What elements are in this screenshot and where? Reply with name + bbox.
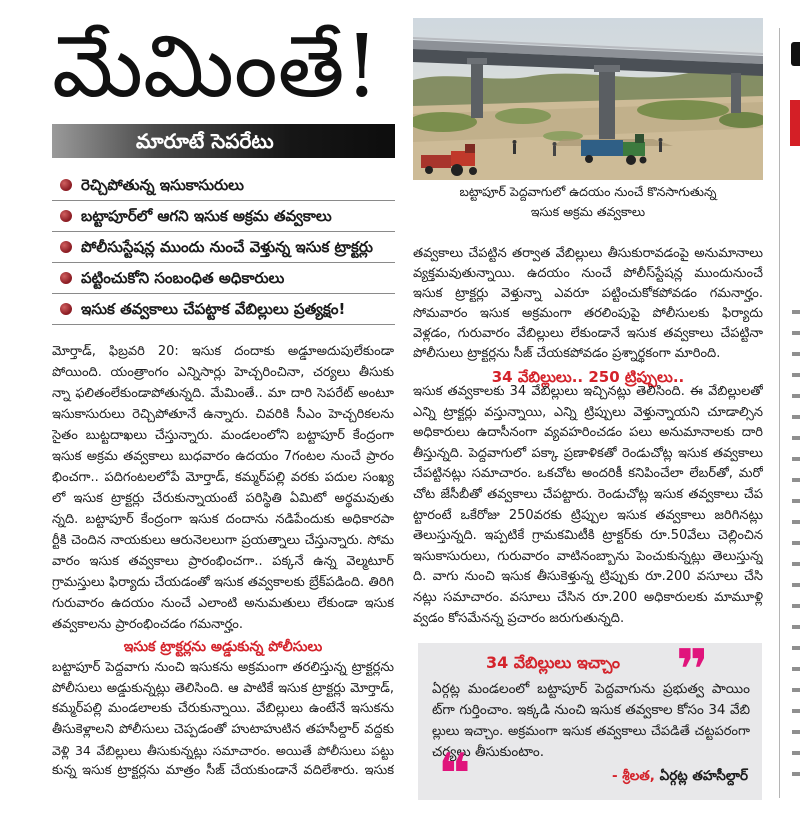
banner-text: మారూటే సెపరేటు [136, 129, 274, 153]
body-line: ఇసుకాసురులు, గురువారం వాటినంబ్బాను పెంచుకున్నట్లు తెలుస్తున్న [413, 548, 763, 564]
bullet-icon [60, 272, 72, 284]
body-line: సైతం బుట్టదాఖలు చేస్తున్నారు. మండలంలోని బట్టాపూర్ కేంద్రంగా [52, 428, 394, 443]
bullet-icon [60, 303, 72, 315]
body-line: బట్టాపూర్ పెద్దవాగు నుంచి ఇసుకను అక్రమంగా తరలిస్తున్న ట్రాక్టర్లను [52, 660, 394, 675]
article-paragraph [413, 382, 763, 629]
highlight-item [52, 263, 395, 294]
body-line: వ్యక్తమవుతున్నాయి. ఉదయం నుంచే పోలీస్‌స్టేషన్ల ముందునుంచే [413, 266, 763, 281]
body-line: ఇసుక తవ్వకాలకు 34 వేబిల్లులు ఇచ్చినట్లు తెలిసింది. ఈ వేబిల్లులతో [413, 384, 763, 399]
highlight-item [52, 170, 395, 201]
highlight-item [52, 232, 395, 263]
quote-title: 34 వేబిల్లులు ఇచ్చాం [485, 653, 621, 672]
article-paragraph [52, 341, 394, 635]
body-line: ఇసుకాసురులు రెచ్చిపోతూనే ఉన్నారు. చివరికి సీఎం హెచ్చరికలను [52, 407, 394, 422]
highlights-list [52, 170, 395, 325]
body-line: పోలీసులు ట్రాక్టర్లను సీజ్ చేయకపోవడం ప్రశ్నార్థకంగా మారింది. [413, 346, 721, 361]
news-photo [413, 18, 763, 180]
photo-caption [413, 182, 763, 222]
body-line: తెలుస్తున్నది. ఇప్పటికే గ్రామకమిటీకి ట్రాక్టర్‌కు రూ.50వేలు చెల్లించిన [413, 528, 763, 544]
section-subheading: 34 వేబిల్లులు.. 250 ట్రిప్పులు.. [491, 368, 685, 386]
body-line: లో ఇసుక ట్రాక్టర్లు చేరుకున్నాయంటే పరిస్థితి ఏమిటో అర్థమవుతు [52, 491, 394, 506]
photo-caption-line: బట్టాపూర్ పెద్దవాగులో ఉదయం నుంచే కొనసాగుతున్న [459, 184, 717, 199]
body-line: కున్న ఇసుక ట్రాక్టర్లను మాత్రం సీజ్ చేయకుండానే వదిలేశారు. ఇసుక [52, 763, 394, 779]
body-line: నట్లు సమాచారం. వసూలు చేసిన రూ.200 అధికారులకు మామూళ్లి [413, 589, 763, 605]
quote-line: ట్‌గా గుర్తించాం. ఇక్కడి నుంచి ఇసుక తవ్వకాల కోసం 34 వేబి [432, 702, 750, 718]
body-line: ట్టారంటే ఒకేరోజు 250వరకు ట్రిప్పుల ఇసుక తవ్వకాలు జరిగినట్లు [413, 507, 763, 523]
body-line: వెళ్లి 34 వేబిల్లులు తీసుకున్నట్లు సమాచారం. అయితే పోలీసులు పట్టు [52, 742, 394, 758]
highlight-item [52, 294, 395, 325]
quote-text [432, 679, 750, 763]
body-line: ర్టీకి చెందిన నాయకులు ఆరునెలలుగా ప్రయత్నాలు చేస్తున్నారు. సోమ [52, 533, 394, 548]
article-paragraph [413, 244, 763, 364]
body-line: అధికారులు ఉదాసీనంగా వ్యవహరించడం పలు అనుమానాలకు దారి [413, 425, 763, 441]
highlight-item [52, 201, 395, 232]
body-line: ఇసుక అక్రమ తవ్వకాలు బుధవారం ఉదయం 7గంటల నుంచే ప్రారం [52, 449, 394, 464]
body-line: మోర్తాడ్, ఫిబ్రవరి 20: ఇసుక దందాకు అడ్డూఅదుపులేకుండా [52, 344, 394, 359]
body-line: గురువారం ఉదయం నుంచే ఎలాంటి అనుమతులు లేకుండా ఇసుక [52, 596, 394, 611]
body-line: తవ్వకాలను ప్రారంభించడం గమనార్హం. [52, 617, 244, 632]
body-line: వారం ఇసుక తవ్వకాలు ప్రారంభించగా.. పక్కనే ఉన్న వెల్మటూర్ [52, 554, 394, 569]
cut-off-red-block [790, 100, 800, 146]
quote-attribution [612, 765, 748, 787]
body-line: సోమవారం ఇసుక అక్రమంగా తరలింపుపై పోలీసులకు ఫిర్యాదు [413, 306, 763, 321]
quote-author-designation: ఏర్గట్ల తహసీల్దార్ [659, 768, 748, 784]
quote-line: చర్యలు తీసుకుంటాం. [432, 744, 544, 760]
body-line: పోలీసులు అడ్డుకున్నట్లు తెలిసింది. ఆ పాటికే ఇసుక ట్రాక్టర్లు మోర్తాడ్, [52, 680, 394, 696]
bullet-icon [60, 241, 72, 253]
body-line: గ్రామస్తులు ఫిర్యాదు చేయడంతో ఇసుక తవ్వకాలకు బ్రేక్‌పడింది. తిరిగి [52, 575, 394, 590]
body-line: తీసుకెళ్లాలని పోలీసులు చెప్పడంతో హుటాహుటిన తహసీల్దార్ వద్దకు [52, 722, 394, 738]
body-line: ఎన్ని ట్రాక్టర్లు వస్తున్నాయి, ఎన్ని ట్రిప్పులు వెళ్తున్నాయని చూడాల్సిన [413, 404, 763, 420]
photo-caption-line: ఇసుక అక్రమ తవ్వకాలు [530, 204, 646, 219]
body-line: చేపట్టినట్లు సమాచారం. ఒకచోట అందరికీ కనిపించేలా లేబర్‌తో, మరో [413, 466, 763, 482]
body-line: న్నా ఫలితంలేకుండాపోతున్నది. మేమింతే.. మా దారి సెపరేట్ అంటూ [52, 386, 394, 401]
highlight-text: రెచ్చిపోతున్న ఇసుకాసురులు [81, 176, 244, 194]
riverbed-bridge-image [413, 18, 763, 180]
highlight-text: ఇసుక తవ్వకాలు చేపట్టాక వేబిల్లులు ప్రత్యక్షం! [81, 300, 346, 318]
subheadline-banner [52, 124, 395, 158]
article-paragraph [52, 658, 394, 782]
body-line: చోట జేసీబీతో తవ్వకాలు చేపట్టారు. రెండుచోట్ల ఇసుక తవ్వకాలు చేప [413, 486, 763, 502]
section-subheading: ఇసుక ట్రాక్టర్లను అడ్డుకున్న పోలీసులు [123, 639, 323, 655]
body-line: తీస్తున్నది. పెద్దవాగులో పక్కా ప్రణాళికతో రెండుచోట్ల ఇసుక తవ్వకాలు [413, 445, 763, 461]
body-line: పోయింది. యంత్రాంగం ఎన్నిసార్లు హెచ్చరించినా, చర్యలు తీసుకు [52, 365, 394, 380]
body-line: వ్వడం కోసమేనన్న ప్రచారం జరుగుతున్నది. [413, 610, 625, 626]
official-quote-box [418, 643, 762, 800]
body-line: తవ్వకాలు చేపట్టిన తర్వాత వేబిల్లులు తీసుకురావడంపై అనుమానాలు [413, 246, 763, 261]
body-line: ఇసుక ట్రాక్టర్లు వెళ్తున్నా ఎవరూ పట్టించుకోకపోవడం గమనార్హం. [413, 286, 763, 301]
quote-author-name: - శ్రీలత, [611, 768, 655, 784]
headline: మేమింతే! [52, 17, 380, 117]
open-quote-icon [438, 747, 471, 803]
cut-off-headline-fragment [791, 42, 800, 66]
body-line: న్నది. బట్టాపూర్ కేంద్రంగా ఇసుక దందాను నడిపేందుకు అధికారపా [52, 512, 394, 527]
bullet-icon [60, 210, 72, 222]
body-line: భించగా.. పదిగంటలలోపే మోర్తాడ్, కమ్మర్‌పల్లి వరకు పదుల సంఖ్య [52, 470, 394, 485]
body-line: వెళ్లడం, గురువారం వేబిల్లులు లేకుండానే ఇసుక తవ్వకాలు చేపట్టినా [413, 326, 763, 341]
column-divider [779, 28, 780, 798]
highlight-text: పోలీసుస్టేషన్ల ముందు నుంచే వెళ్తున్న ఇసుక ట్రాక్టర్లు [81, 238, 373, 256]
quote-line: ఏర్గట్ల మండలంలో బట్టాపూర్ పెద్దవాగును ప్రభుత్వ పాయిం [432, 681, 750, 697]
highlight-text: బట్టాపూర్‌లో ఆగని ఇసుక అక్రమ తవ్వకాలు [81, 207, 332, 225]
body-line: ది. వాగు నుంచి ఇసుక తీసుకెళ్తున్న ట్రిప్పుకు రూ.200 వసూలు చేసి [413, 569, 763, 585]
body-line: కమ్మర్‌పల్లి మండలాలకు చేరుకున్నాయి. వేబిల్లులు ఉంటేనే ఇసుకను [52, 701, 394, 717]
bullet-icon [60, 179, 72, 191]
adjacent-article-edge [779, 0, 800, 821]
quote-line: ల్లులు ఇచ్చాం. అక్రమంగా ఇసుక తవ్వకాలు చేపడితే చట్టపరంగా [432, 724, 750, 739]
highlight-text: పట్టించుకోని సంబంధిత అధికారులు [81, 269, 285, 287]
cut-off-text-fragments [792, 310, 800, 780]
